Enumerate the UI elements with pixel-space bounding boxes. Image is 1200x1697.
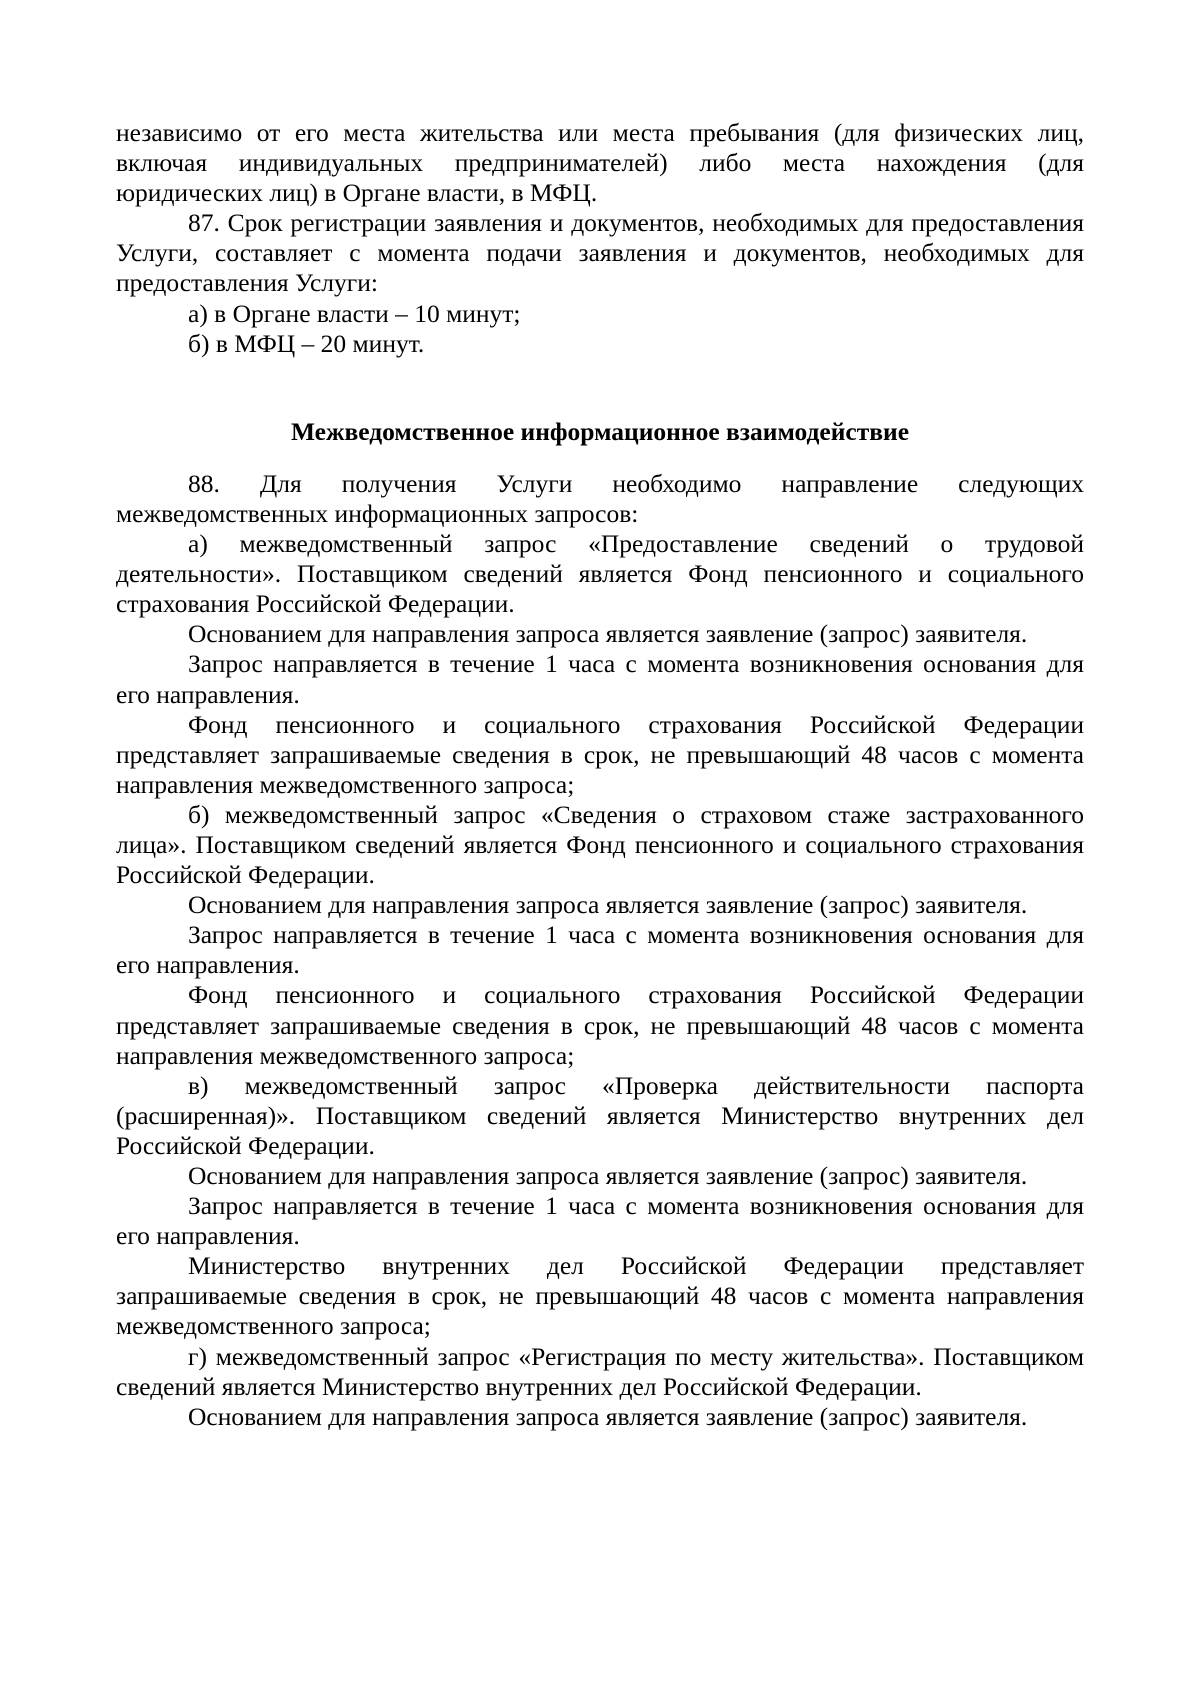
spacer — [116, 447, 1084, 469]
paragraph-87-item-a: а) в Органе власти – 10 минут; — [188, 298, 521, 328]
document-page — [116, 118, 1084, 1432]
paragraph-88-item-a: а) межведомственный запрос «Предоставление сведений о трудовой деятельности». Поставщиком сведений является Фонд пенсионного и социального страхования Российской Федерации. — [116, 529, 1084, 619]
paragraph-88-item-v-basis: Основанием для направления запроса является заявление (запрос) заявителя. — [188, 1161, 1028, 1190]
paragraph-88-item-g-basis: Основанием для направления запроса является заявление (запрос) заявителя. — [188, 1401, 1028, 1431]
paragraph-88-item-v-response: Министерство внутренних дел Российской Федерации представляет запрашиваемые сведения в срок, не превышающий 48 часов с момента направления межведомственного запроса; — [116, 1251, 1084, 1341]
paragraph-87-item-b: б) в МФЦ – 20 минут. — [188, 328, 425, 358]
paragraph-88-item-a-response: Фонд пенсионного и социального страхования Российской Федерации представляет запрашиваемые сведения в срок, не превышающий 48 часов с момента направления межведомственного запроса; — [116, 709, 1084, 799]
paragraph-88-item-b-response: Фонд пенсионного и социального страхования Российской Федерации представляет запрашиваемые сведения в срок, не превышающий 48 часов с момента направления межведомственного запроса; — [116, 980, 1084, 1070]
spacer — [116, 359, 1084, 417]
paragraph-intro-continuation: независимо от его места жительства или места пребывания (для физических лиц, включая индивидуальных предпринимателей) либо места нахождения (для юридических лиц) в Органе власти, в МФЦ. — [116, 118, 1084, 208]
paragraph-88-item-b: б) межведомственный запрос «Сведения о страховом стаже застрахованного лица». Поставщиком сведений является Фонд пенсионного и социального страхования Российской Федерации. — [116, 799, 1084, 890]
paragraph-88-item-b-timing: Запрос направляется в течение 1 часа с момента возникновения основания для его направления. — [116, 920, 1084, 980]
section-heading: Межведомственное информационное взаимодействие — [290, 416, 910, 446]
paragraph-88-item-v: в) межведомственный запрос «Проверка действительности паспорта (расширенная)». Поставщиком сведений является Министерство внутренних дел Российской Федерации. — [116, 1070, 1084, 1160]
paragraph-88-item-a-timing: Запрос направляется в течение 1 часа с момента возникновения основания для его направления. — [116, 649, 1084, 709]
paragraph-88-item-g: г) межведомственный запрос «Регистрация по месту жительства». Поставщиком сведений является Министерство внутренних дел Российской Федерации. — [116, 1341, 1084, 1401]
paragraph-88-item-v-timing: Запрос направляется в течение 1 часа с момента возникновения основания для его направления. — [116, 1191, 1084, 1251]
paragraph-87: 87. Срок регистрации заявления и документов, необходимых для предоставления Услуги, составляет с момента подачи заявления и документов, необходимых для предоставления Услуги: — [116, 208, 1084, 298]
paragraph-88-item-b-basis: Основанием для направления запроса является заявление (запрос) заявителя. — [188, 890, 1028, 920]
paragraph-88-item-a-basis: Основанием для направления запроса является заявление (запрос) заявителя. — [188, 619, 1028, 649]
paragraph-88: 88. Для получения Услуги необходимо направление следующих межведомственных информационных запросов: — [116, 468, 1084, 528]
